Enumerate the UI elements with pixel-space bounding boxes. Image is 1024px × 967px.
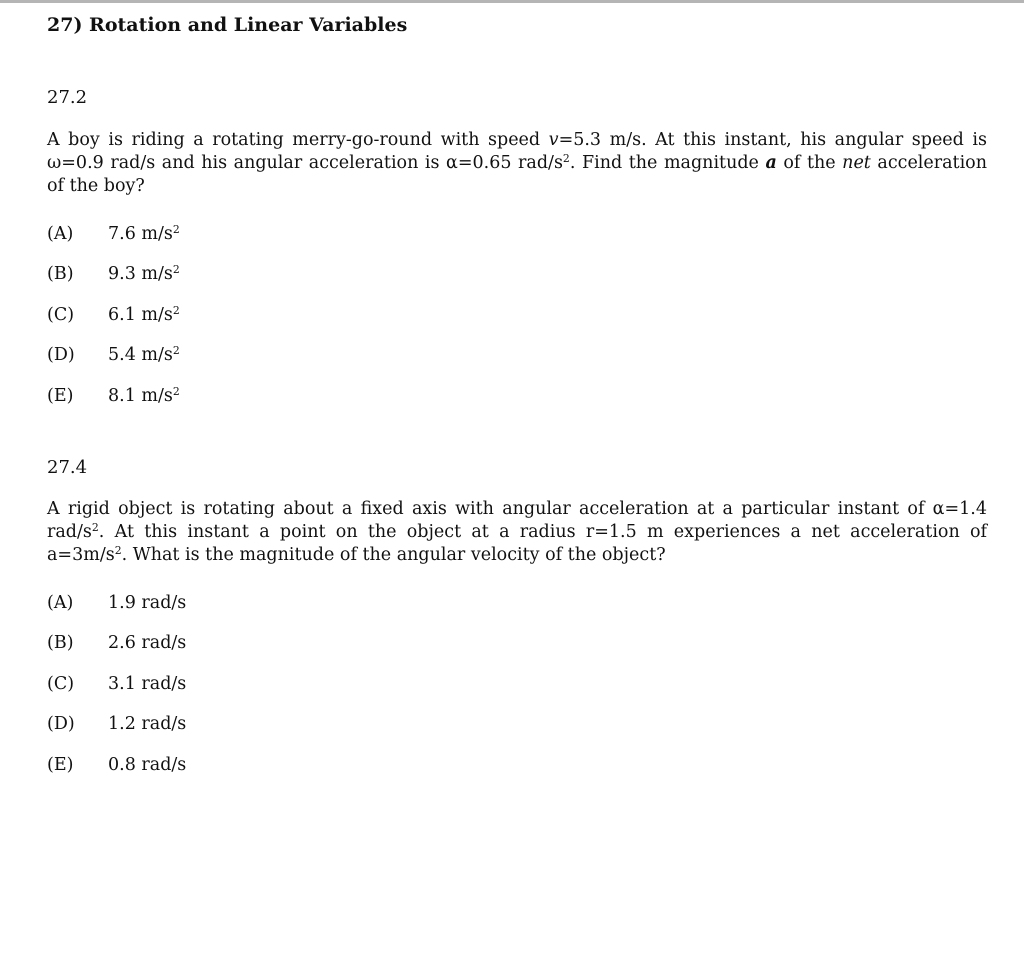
- question-number-27-4: 27.4: [47, 457, 88, 478]
- answer-option-d: (D) 1.2 rad/s: [47, 714, 187, 734]
- answer-option-e: (E) 8.1 $m/s^2$: [47, 385, 180, 406]
- top-rule: [0, 0, 1024, 3]
- answer-option-a: (A) 7.6 $m/s^2$: [47, 223, 180, 244]
- question-text-27-2: A boy is riding a rotating merry-go-round with speed v=5.3 m/s. At this instant, his angular speed is ω=0.9 rad/s and his angular acceleration is α=0.65 rad/$s^2$. Find the magnitude a of the net acceleration of the boy?: [47, 130, 987, 196]
- answer-option-e: (E) 0.8 rad/s: [47, 755, 187, 775]
- answer-option-b: (B) 9.3 $m/s^2$: [47, 263, 180, 284]
- answer-option-c: (C) 6.1 $m/s^2$: [47, 304, 180, 325]
- question-number-27-2: 27.2: [47, 87, 88, 108]
- answer-option-c: (C) 3.1 rad/s: [47, 674, 187, 694]
- question-text-27-4: A rigid object is rotating about a fixed axis with angular acceleration at a particular instant of α=1.4 rad/$s^2$. At this instant a point on the object at a radius r=1.5 m experiences a net acceleration of $a=3m/s^2$. What is the magnitude of the angular velocity of the object?: [47, 499, 987, 565]
- answer-option-d: (D) 5.4 $m/s^2$: [47, 344, 180, 365]
- answer-option-b: (B) 2.6 rad/s: [47, 633, 187, 653]
- section-heading: 27) Rotation and Linear Variables: [47, 14, 408, 36]
- answer-option-a: (A) 1.9 rad/s: [47, 593, 187, 613]
